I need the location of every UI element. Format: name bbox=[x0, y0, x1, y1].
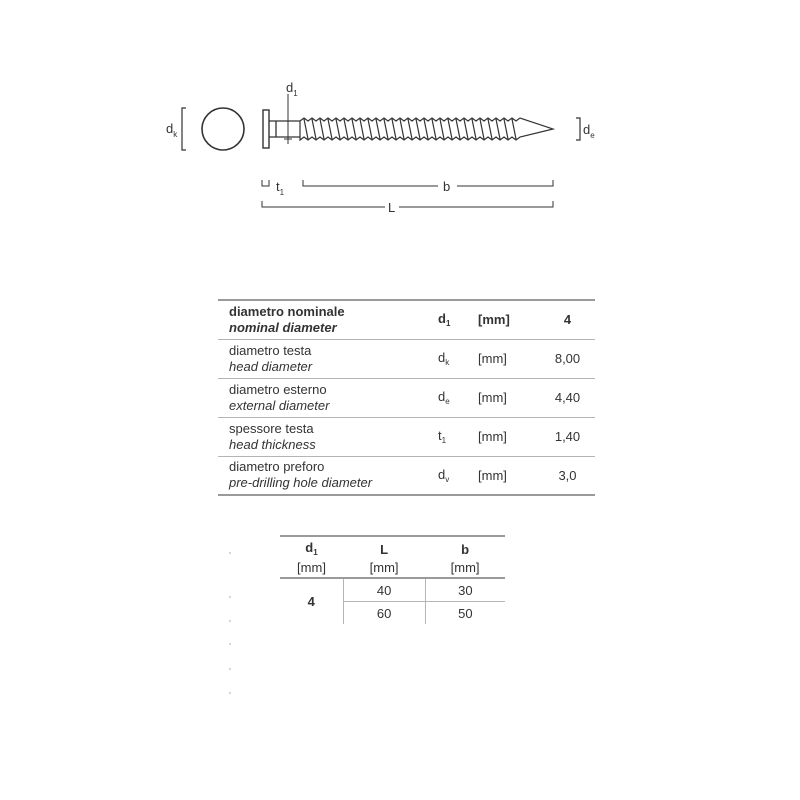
col-header-b: b bbox=[425, 536, 505, 557]
margin-dot bbox=[229, 620, 231, 622]
symbol: $d_v$ bbox=[424, 456, 478, 495]
nail-shank bbox=[269, 121, 300, 137]
property-label bbox=[218, 456, 424, 495]
length-cell: 60 bbox=[343, 602, 425, 625]
property-label bbox=[218, 300, 424, 339]
italian-label: diametro esterno bbox=[229, 381, 327, 397]
unit: [mm] bbox=[478, 456, 540, 495]
spec-row bbox=[218, 300, 595, 339]
dk-bracket bbox=[182, 108, 186, 150]
property-label bbox=[218, 339, 424, 378]
col-unit-d1: [mm] bbox=[280, 557, 343, 578]
value: 3,0 bbox=[540, 456, 595, 495]
d1-label: $d_1$ bbox=[286, 80, 298, 98]
english-label: head diameter bbox=[229, 358, 313, 374]
spec-row bbox=[218, 378, 595, 417]
length-cell: 40 bbox=[343, 578, 425, 602]
L-dimension-line bbox=[262, 201, 553, 207]
margin-dot bbox=[229, 596, 231, 598]
length-table bbox=[280, 535, 505, 624]
specification-table bbox=[218, 299, 595, 496]
spec-row bbox=[218, 456, 595, 495]
value: 4,40 bbox=[540, 378, 595, 417]
b-dimension-line bbox=[303, 180, 553, 186]
english-label: external diameter bbox=[229, 397, 330, 413]
value: 1,40 bbox=[540, 417, 595, 456]
margin-dot bbox=[229, 692, 231, 694]
margin-dot bbox=[229, 668, 231, 670]
italian-label: spessore testa bbox=[229, 420, 314, 436]
col-header-d1: $d_1$ bbox=[280, 536, 343, 557]
symbol: $d_k$ bbox=[424, 339, 478, 378]
italian-label: diametro preforo bbox=[229, 459, 325, 475]
english-label: head thickness bbox=[229, 436, 316, 452]
d1-value: 4 bbox=[307, 594, 315, 609]
margin-dot bbox=[229, 643, 231, 645]
col-unit-L: [mm] bbox=[343, 557, 425, 578]
english-label: pre-drilling hole diameter bbox=[229, 475, 373, 491]
spec-row bbox=[218, 417, 595, 456]
de-label: $d_e$ bbox=[583, 122, 595, 140]
property-label bbox=[218, 378, 424, 417]
english-label: nominal diameter bbox=[229, 319, 337, 335]
unit: [mm] bbox=[478, 417, 540, 456]
symbol: $d_e$ bbox=[424, 378, 478, 417]
italian-label: diametro testa bbox=[229, 342, 312, 358]
thread-length-cell: 50 bbox=[425, 602, 505, 625]
t1-dimension bbox=[262, 180, 269, 186]
value: 4 bbox=[540, 300, 595, 339]
b-label: b bbox=[443, 179, 451, 194]
head-front-view bbox=[202, 108, 244, 150]
dk-label: $d_k$ bbox=[166, 121, 178, 139]
unit: [mm] bbox=[478, 300, 540, 339]
value: 8,00 bbox=[540, 339, 595, 378]
symbol: $t_1$ bbox=[424, 417, 478, 456]
nail-technical-drawing bbox=[0, 0, 800, 240]
thread-length-cell: 30 bbox=[425, 578, 505, 602]
col-header-L: L bbox=[343, 536, 425, 557]
unit: [mm] bbox=[478, 378, 540, 417]
col-unit-b: [mm] bbox=[425, 557, 505, 578]
spec-row bbox=[218, 339, 595, 378]
L-label: L bbox=[388, 200, 396, 215]
t1-label: $t_1$ bbox=[276, 179, 285, 197]
margin-dot bbox=[229, 552, 231, 554]
nail-head bbox=[263, 110, 269, 148]
property-label bbox=[218, 417, 424, 456]
italian-label: diametro nominale bbox=[229, 303, 345, 319]
de-bracket bbox=[576, 118, 580, 140]
nail-thread bbox=[300, 118, 553, 140]
symbol: $d_1$ bbox=[424, 300, 478, 339]
unit: [mm] bbox=[478, 339, 540, 378]
